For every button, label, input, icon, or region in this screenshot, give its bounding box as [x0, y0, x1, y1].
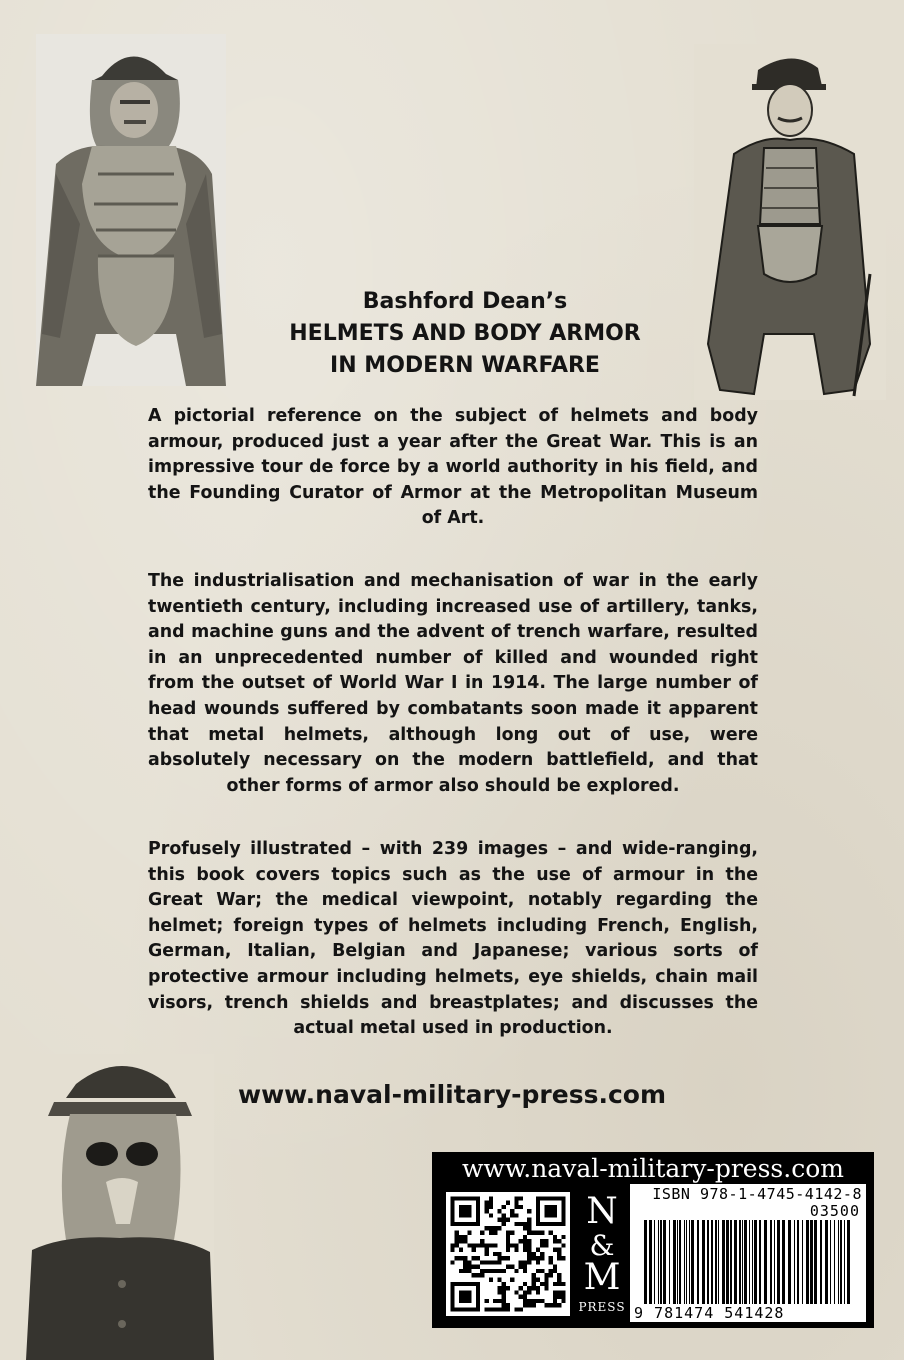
isbn-barcode — [630, 1184, 866, 1322]
logo-letter-m: M — [583, 1257, 621, 1298]
qr-code-icon — [446, 1192, 570, 1316]
price-code: 03500 — [809, 1202, 860, 1220]
illustration-officer-with-breastplate — [694, 44, 886, 400]
blurb-paragraph-intro: A pictorial reference on the subject of helmets and body armour, produced just a year after the Great War. This is an impressive tour de force by a world authority in his field, and the Founding Curator of Armor at the Metropolitan Museum of Art. — [148, 406, 758, 529]
barcode-block — [432, 1152, 874, 1328]
title-author-line: Bashford Dean’s — [362, 289, 568, 314]
blurb-paragraph-contents: Profusely illustrated – with 239 images – and wide-ranging, this book covers topics such as the use of armour in the Great War; the medical viewpoint, notably regarding the helmet; foreign types of helmets including French, English, German, Italian, Belgian and Japanese; various sorts of protective armour including helmets, eye shields, chain mail visors, trench shields and breastplates; and discusses the actual metal used in production. — [148, 839, 758, 1039]
logo-press-label: PRESS — [578, 1300, 626, 1314]
logo-ampersand: & — [589, 1229, 615, 1262]
ean-digits: 9 781474 541428 — [634, 1304, 785, 1322]
title-main-line: HELMETS AND BODY ARMOR — [289, 321, 641, 346]
photo-soldier-in-body-armor — [36, 34, 226, 386]
book-title — [230, 286, 700, 382]
title-sub-line: IN MODERN WARFARE — [330, 353, 600, 378]
blurb-paragraph-history: The industrialisation and mechanisation of war in the early twentieth century, including increased use of artillery, tanks, and machine guns and the advent of trench warfare, resulted in an unprecedented number of killed and wounded right from the outset of World War I in 1914. The large number of head wounds suffered by combatants soon made it apparent that metal helmets, although long out of use, were absolutely necessary on the modern battlefield, and that other forms of armor also should be explored. — [148, 571, 758, 796]
isbn-number: ISBN 978-1-4745-4142-8 — [652, 1185, 862, 1203]
logo-letter-n: N — [586, 1191, 618, 1232]
publisher-logo — [576, 1192, 628, 1316]
barcode-website: www.naval-military-press.com — [462, 1154, 844, 1183]
publisher-website: www.naval-military-press.com — [237, 1080, 667, 1109]
